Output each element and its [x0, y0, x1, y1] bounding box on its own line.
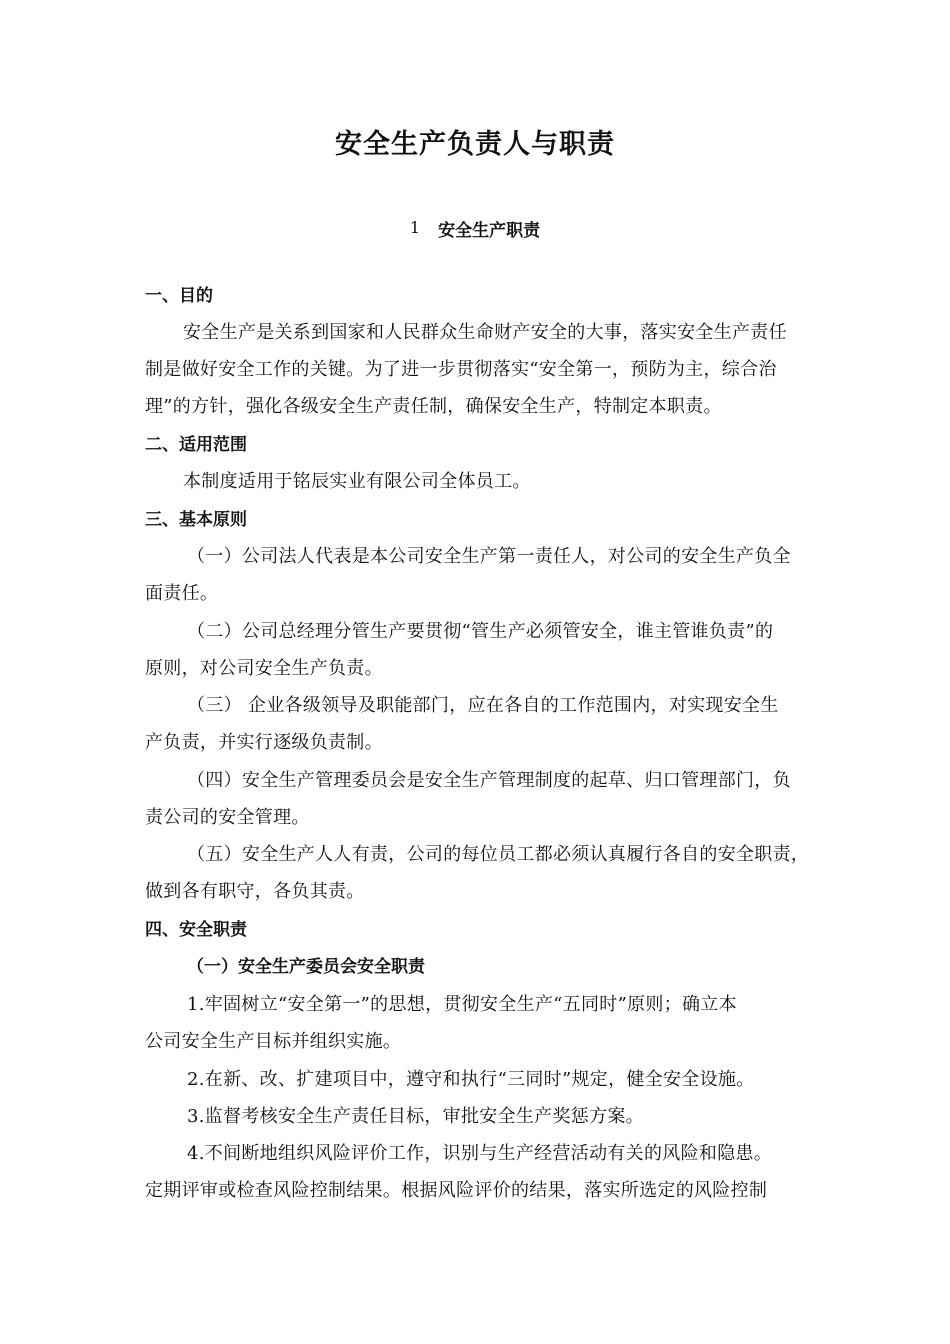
paragraph-line: 2.在新、改、扩建项目中，遵守和执行“三同时”规定，健全安全设施。 — [187, 1069, 755, 1090]
paragraph-line: 公司安全生产目标并组织实施。 — [145, 1031, 402, 1052]
paragraph-line: 定期评审或检查风险控制结果。根据风险评价的结果，落实所选定的风险控制 — [145, 1180, 768, 1201]
subtitle-number: 1 — [409, 218, 421, 237]
paragraph-line: 1.牢固树立“安全第一”的思想，贯彻安全生产“五同时”原则；确立本 — [187, 994, 737, 1015]
paragraph-line: 本制度适用于铭辰实业有限公司全体员工。 — [183, 471, 531, 492]
subheading-committee-duties: （一）安全生产委员会安全职责 — [187, 957, 425, 977]
paragraph-line: （四）安全生产管理委员会是安全生产管理制度的起草、归口管理部门，负 — [187, 770, 791, 791]
paragraph-line: 制是做好安全工作的关键。为了进一步贯彻落实“安全第一，预防为主，综合治 — [145, 359, 777, 380]
heading-duties: 四、安全职责 — [145, 920, 247, 940]
heading-principles: 三、基本原则 — [145, 510, 247, 530]
paragraph-line: 安全生产是关系到国家和人民群众生命财产安全的大事，落实安全生产责任 — [183, 322, 787, 343]
heading-scope: 二、适用范围 — [145, 435, 247, 455]
paragraph-line: 做到各有职守，各负其责。 — [145, 881, 365, 902]
paragraph-line: 原则，对公司安全生产负责。 — [145, 658, 383, 679]
paragraph-line: 3.监督考核安全生产责任目标，审批安全生产奖惩方案。 — [187, 1106, 644, 1127]
paragraph-line: （三） 企业各级领导及职能部门，应在各自的工作范围内，对实现安全生 — [187, 695, 779, 716]
document-title: 安全生产负责人与职责 — [335, 129, 615, 160]
paragraph-line: 理”的方针，强化各级安全生产责任制，确保安全生产，特制定本职责。 — [145, 396, 722, 417]
paragraph-line: 产负责，并实行逐级负责制。 — [145, 732, 383, 753]
heading-purpose: 一、目的 — [145, 286, 213, 306]
paragraph-line: 4.不间断地组织风险评价工作，识别与生产经营活动有关的风险和隐患。 — [187, 1143, 773, 1164]
paragraph-line: 责公司的安全管理。 — [145, 807, 310, 828]
paragraph-line: （一）公司法人代表是本公司安全生产第一责任人，对公司的安全生产负全 — [187, 546, 791, 567]
paragraph-line: （五）安全生产人人有责，公司的每位员工都必须认真履行各自的安全职责， — [187, 844, 810, 865]
section-subtitle — [0, 216, 950, 241]
subtitle-text: 安全生产职责 — [438, 221, 541, 241]
paragraph-line: （二）公司总经理分管生产要贯彻“管生产必须管安全，谁主管谁负责”的 — [187, 621, 774, 642]
paragraph-line: 面责任。 — [145, 583, 219, 604]
